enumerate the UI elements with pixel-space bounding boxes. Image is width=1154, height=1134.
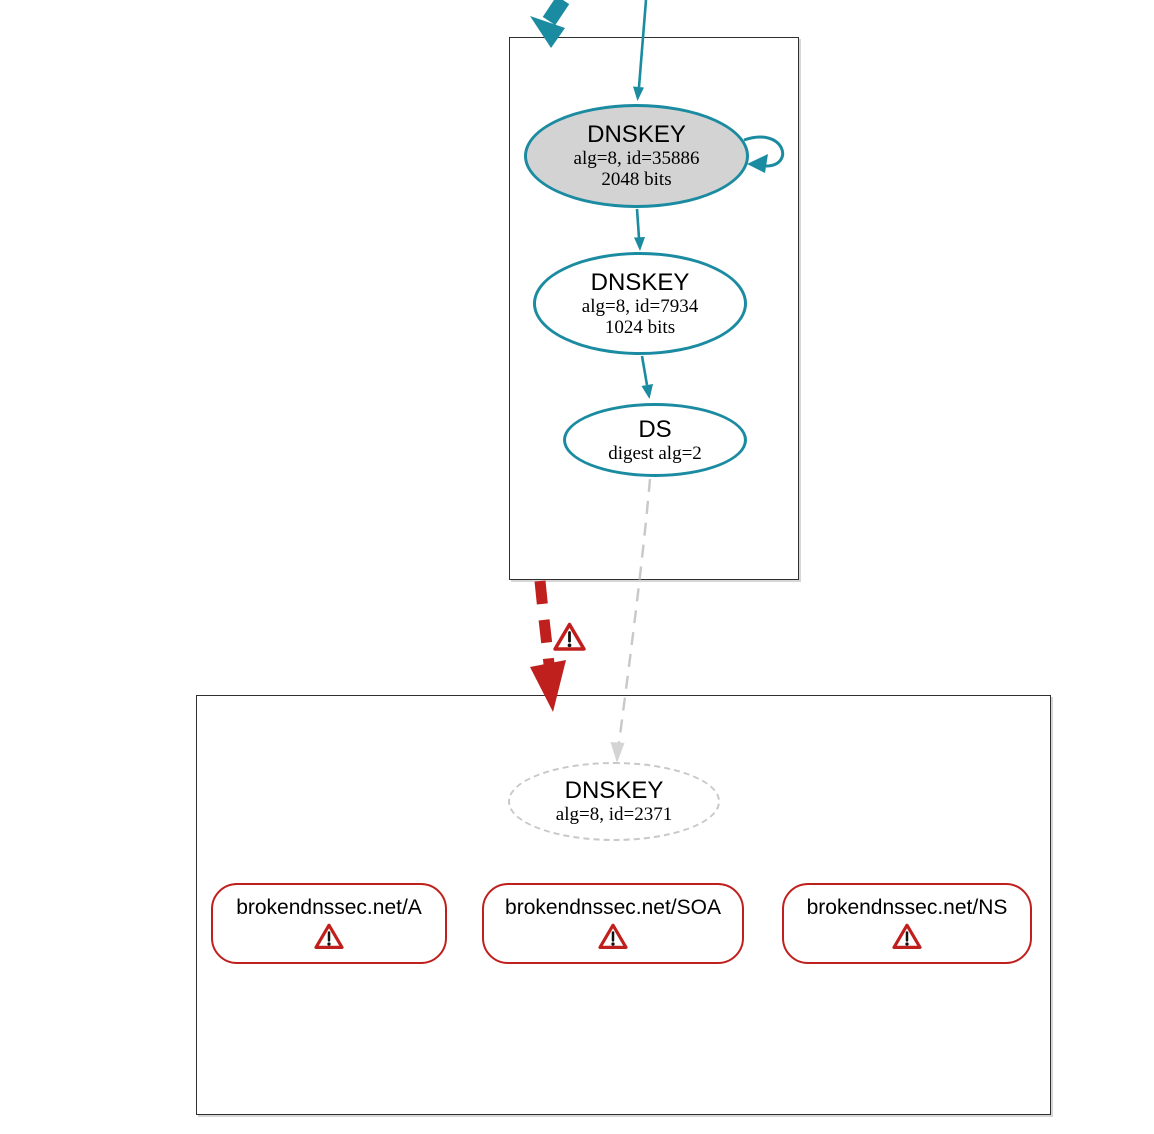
node-ds-net[interactable] [563,403,747,477]
warning-icon [598,923,628,950]
rrset-node-a[interactable] [211,883,447,964]
node-dnskey-zsk-net[interactable] [533,252,747,355]
node-detail-alg-id: alg=8, id=35886 [573,148,700,169]
node-dnskey-brokendnssec-net[interactable] [508,762,720,841]
node-dnskey-ksk-net[interactable] [524,104,749,208]
node-detail-digest: digest alg=2 [608,442,702,464]
warning-icon [314,923,344,950]
node-detail-bits: 2048 bits [601,169,672,190]
warning-icon [553,622,586,652]
node-title: DNSKEY [587,121,686,148]
rrset-label: brokendnssec.net/SOA [505,896,721,919]
node-detail-bits: 1024 bits [604,316,676,338]
node-title: DNSKEY [564,777,664,804]
node-title: DS [638,415,672,443]
node-detail-alg-id: alg=8, id=7934 [581,295,699,317]
rrset-label: brokendnssec.net/A [236,896,422,919]
rrset-node-ns[interactable] [782,883,1032,964]
warning-icon [892,923,922,950]
node-detail-alg-id: alg=8, id=2371 [555,804,673,825]
node-title: DNSKEY [590,268,690,296]
rrset-node-soa[interactable] [482,883,744,964]
rrset-label: brokendnssec.net/NS [806,896,1008,919]
